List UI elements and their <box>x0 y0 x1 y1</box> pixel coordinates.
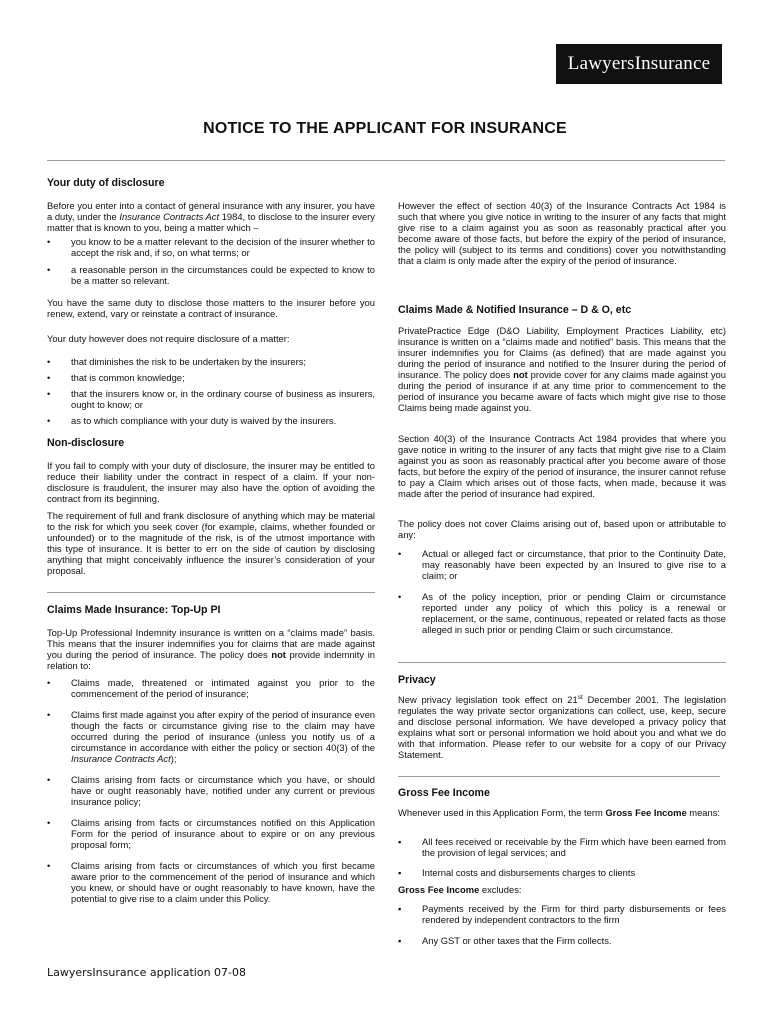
list-item: • as to which compliance with your duty is waived by the insurers. <box>47 415 337 426</box>
topup-heading: Claims Made Insurance: Top-Up PI <box>47 604 221 616</box>
gross-divider <box>398 776 720 777</box>
list-item: ▪ Internal costs and disbursements charges to clients <box>398 867 636 878</box>
left-divider <box>47 592 375 593</box>
gross-fee-excludes: Gross Fee Income excludes: <box>398 884 522 895</box>
topup-bullet-list <box>47 677 375 910</box>
list-item: • As of the policy inception, prior or pending Claim or circumstance reported under any policy of which this policy is a renewal or replacement, or the same, continuous, repeated or related facts as those alleged in such prior or pending Claim or such circumstance. <box>398 591 726 635</box>
list-item: ▪ Any GST or other taxes that the Firm collects. <box>398 935 612 946</box>
list-item: • Claims arising from facts or circumstances of which you first became aware prior to the commencement of the period of insurance and which you knew, or should have or ought reasonably to have known, have the potential to give rise to a claim under this Policy. <box>47 860 375 904</box>
duty-intro: Before you enter into a contact of general insurance with any insurer, you have a duty, under the Insurance Contracts Act 1984, to disclose to the insurer every matter that is known to you, being a matter which – <box>47 200 375 233</box>
gross-fee-excludes-list <box>398 903 726 952</box>
list-item: • that the insurers know or, in the ordinary course of business as insurers, ought to know; or <box>47 388 375 410</box>
do-p3: The policy does not cover Claims arising out of, based upon or attributable to any: <box>398 518 726 540</box>
privacy-text: New privacy legislation took effect on 21st December 2001. The legislation regulates the way private sector organizations can collect, use, keep, secure and disclose personal information. We have developed a privacy policy that explains what sort or personal information we hold about you and what we do with that information. Please refer to our website for a copy of our Privacy Statement. <box>398 694 726 761</box>
list-item: • Actual or alleged fact or circumstance, that prior to the Continuity Date, may reasonably have been expected by an Insured to give rise to a claim; or <box>398 548 726 581</box>
list-item: • Claims first made against you after expiry of the period of insurance even though the facts or circumstance giving rise to the claim may have occurred during the period of insurance (unless you notify us of a circumstance in accordance with either the policy or section 40(3) of the Insurance Contracts Act); <box>47 709 375 764</box>
lawyersinsurance-logo: LawyersInsurance <box>556 44 722 84</box>
list-item: ▪ All fees received or receivable by the Firm which have been earned from the provision of legal services; and <box>398 836 726 858</box>
list-item: • you know to be a matter relevant to the decision of the insurer whether to accept the risk and, if so, on what terms; or <box>47 236 375 258</box>
page-footer: LawyersInsurance application 07-08 <box>47 966 246 979</box>
gross-fee-heading: Gross Fee Income <box>398 787 490 799</box>
page-title: NOTICE TO THE APPLICANT FOR INSURANCE <box>203 120 567 137</box>
list-item: • that is common knowledge; <box>47 372 185 383</box>
do-bullet-list <box>398 548 726 641</box>
section-403-intro: However the effect of section 40(3) of the Insurance Contracts Act 1984 is such that where you give notice in writing to the insurer of any facts that might give rise to a claim against you as soon as reasonably practical after you become aware of those facts, but before the expiry of the period of insurance, the policy will (subject to its terms and conditions) cover you notwithstanding that a claim is only made after the expiry of the period of insurance. <box>398 200 726 266</box>
list-item: • Claims arising from facts or circumstance which you have, or should have or ought reasonably have, notified under any current or previous insurance policy; <box>47 774 375 807</box>
duty-bullet-list <box>47 236 375 292</box>
do-p2: Section 40(3) of the Insurance Contracts Act 1984 provides that where you gave notice in writing to the insurer of any facts that might give rise to a Claim against you as soon as reasonably practical after you become aware of those facts, but before the expiry of the period of insurance, the insurer cannot refuse to pay a Claim which arises out of those facts, when made, because it was made after the period of insurance had expired. <box>398 433 726 499</box>
list-item: • a reasonable person in the circumstances could be expected to know to be a matter so relevant. <box>47 264 375 286</box>
list-item: • that diminishes the risk to be undertaken by the insurers; <box>47 356 307 367</box>
not-required-text: Your duty however does not require disclosure of a matter: <box>47 333 290 344</box>
non-disclosure-heading: Non-disclosure <box>47 437 125 449</box>
topup-intro: Top-Up Professional Indemnity insurance is written on a “claims made” basis. This means that the insurer indemnifies you for claims that are made against you during the period of insurance. The policy does not provide indemnity in relation to: <box>47 627 375 671</box>
non-disclosure-p1: If you fail to comply with your duty of disclosure, the insurer may be entitled to reduce their liability under the contract in respect of a claim. If your non-disclosure is fraudulent, the insurer may also have the option of avoiding the contract from its beginning. <box>47 460 375 504</box>
gross-fee-means-list <box>398 836 726 884</box>
list-item: • Claims arising from facts or circumstances notified on this Application Form for the period of insurance about to expire or on any previous proposal form; <box>47 817 375 850</box>
privacy-divider <box>398 662 726 663</box>
matter-bullet-list <box>47 356 375 432</box>
do-heading: Claims Made & Notified Insurance – D & O, etc <box>398 304 632 316</box>
title-divider <box>47 160 725 161</box>
same-duty-text: You have the same duty to disclose those matters to the insurer before you renew, extend, vary or reinstate a contract of insurance. <box>47 297 375 319</box>
non-disclosure-p2: The requirement of full and frank disclosure of anything which may be material to the risk for which you seek cover (for example, claims, whether founded or unfounded) or to the magnitude of the risk, is of the utmost importance with this type of insurance. It is better to err on the side of caution by disclosing anything that might conceivably influence the insurer’s consideration of your proposal. <box>47 510 375 576</box>
gross-fee-intro: Whenever used in this Application Form, the term Gross Fee Income means: <box>398 807 721 818</box>
do-p1: PrivatePractice Edge (D&O Liability, Employment Practices Liability, etc) insurance is written on a “claims made and notified” basis. This means that the insurer indemnifies you for Claims (as defined) that are made against you during the period of insurance and notified to the Insurer during the period of insurance. The policy does not provide cover for any claims made against you during the period of insurance if at any time prior to commencement to the period of insurance you became aware of facts which might give rise to those Claims being made against you. <box>398 325 726 413</box>
list-item: • Claims made, threatened or intimated against you prior to the commencement of the period of insurance; <box>47 677 375 699</box>
privacy-heading: Privacy <box>398 674 436 686</box>
duty-heading: Your duty of disclosure <box>47 177 165 189</box>
list-item: ▪ Payments received by the Firm for third party disbursements or fees rendered by independent contractors to the firm <box>398 903 726 925</box>
